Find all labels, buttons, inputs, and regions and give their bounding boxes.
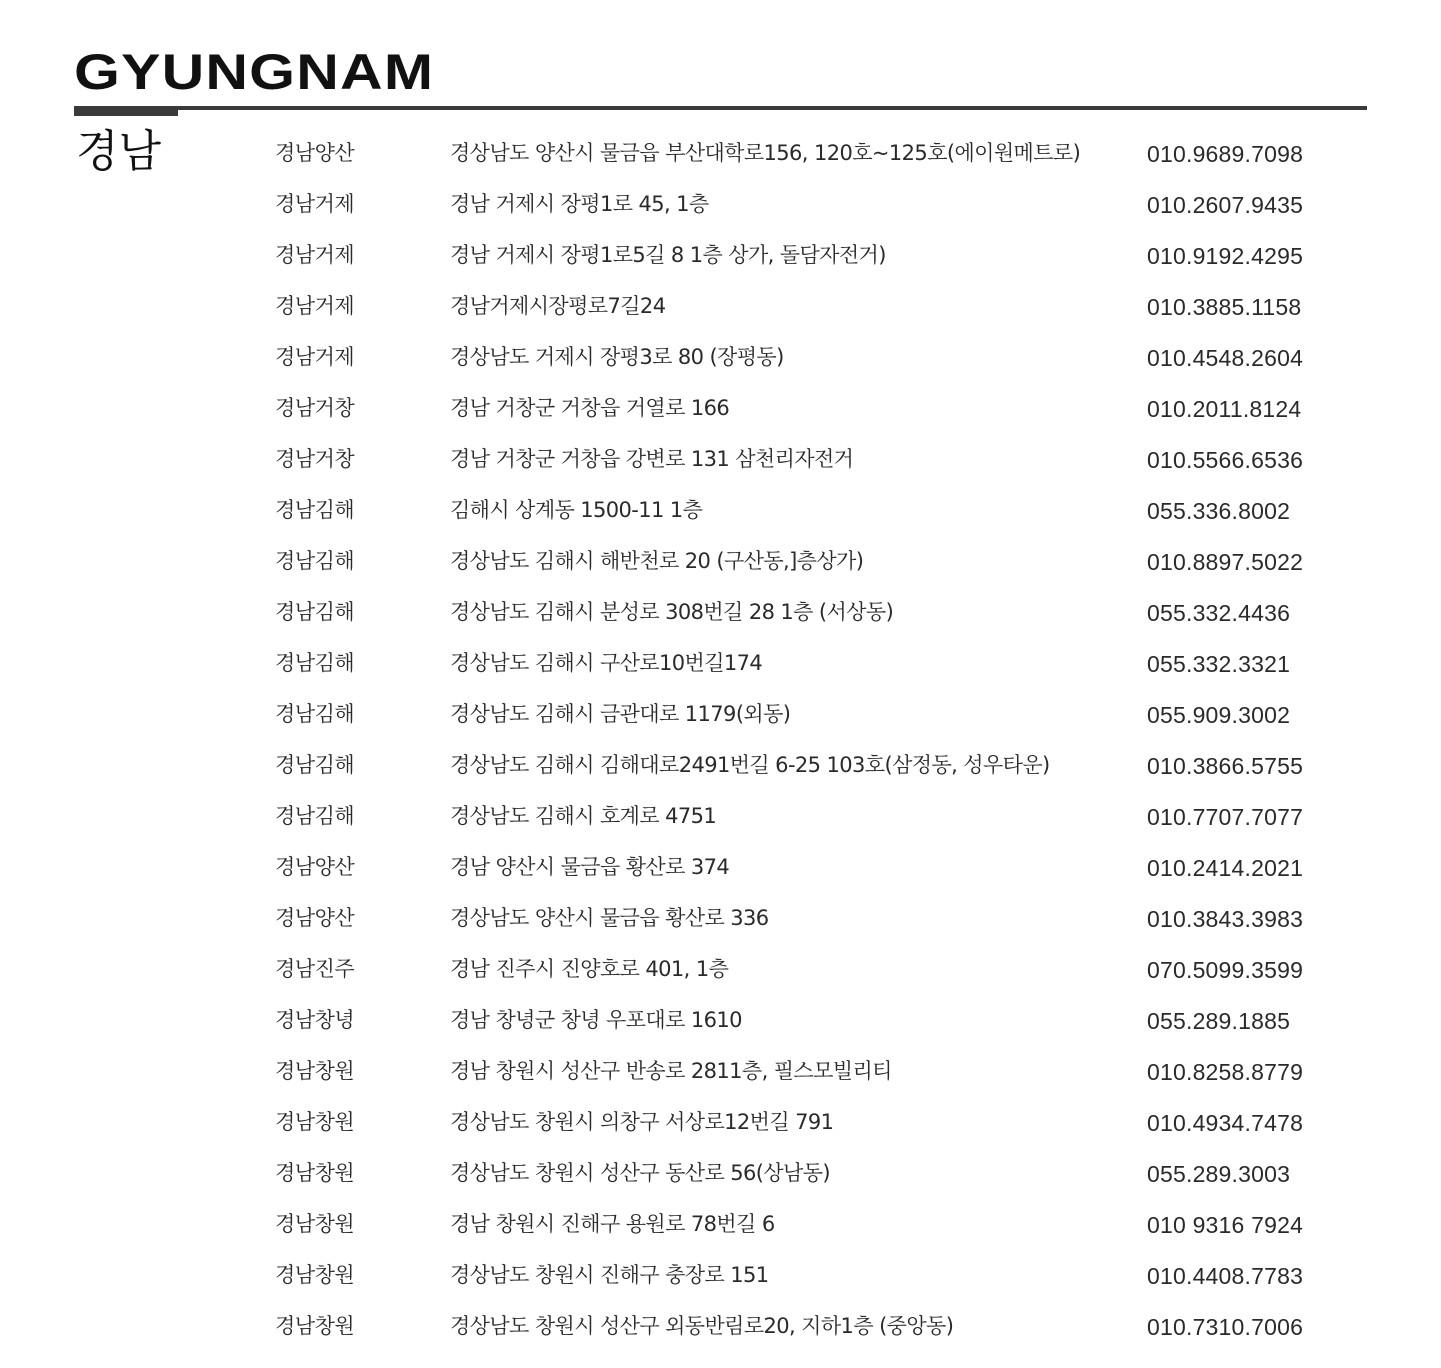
store-phone: 070.5099.3599 [1147,957,1304,983]
store-name: 경남김해 [275,600,355,624]
store-name: 경남거제 [275,192,355,216]
header-divider-accent [74,106,178,116]
store-phone: 010.5566.6536 [1147,447,1304,473]
store-name: 경남창원 [275,1314,355,1338]
store-address: 경남 창원시 성산구 반송로 2811층, 필스모빌리티 [450,1059,892,1083]
region-label: 경남 [76,126,162,177]
store-name: 경남김해 [275,498,355,522]
store-name: 경남거제 [275,345,355,369]
header-divider [74,106,1367,110]
list-item [0,383,1441,434]
store-address: 김해시 상계동 1500-11 1층 [450,498,703,522]
store-address: 경상남도 김해시 금관대로 1179(외동) [450,702,791,726]
store-name: 경남창원 [275,1263,355,1287]
store-address: 경남거제시장평로7길24 [450,294,666,318]
store-phone: 010.2414.2021 [1147,855,1304,881]
store-name: 경남창원 [275,1212,355,1236]
store-name: 경남양산 [275,141,355,165]
list-item [0,1199,1441,1250]
store-address: 경남 양산시 물금읍 황산로 374 [450,855,730,879]
store-address: 경남 거창군 거창읍 강변로 131 삼천리자전거 [450,447,854,471]
store-phone: 010.3843.3983 [1147,906,1304,932]
store-name: 경남창원 [275,1110,355,1134]
store-phone: 010.4548.2604 [1147,345,1304,371]
store-phone: 055.332.4436 [1147,600,1291,626]
store-address: 경남 거제시 장평1로 45, 1층 [450,192,709,216]
list-item [0,791,1441,842]
store-phone: 055.332.3321 [1147,651,1291,677]
store-name: 경남창원 [275,1161,355,1185]
list-item [0,434,1441,485]
list-item [0,1046,1441,1097]
store-address: 경남 창원시 진해구 용원로 78번길 6 [450,1212,775,1236]
list-item [0,689,1441,740]
store-name: 경남김해 [275,804,355,828]
list-item [0,128,1441,179]
store-address: 경상남도 양산시 물금읍 황산로 336 [450,906,769,930]
store-address: 경상남도 김해시 구산로10번길174 [450,651,763,675]
list-item [0,179,1441,230]
store-phone: 010.8897.5022 [1147,549,1304,575]
list-item [0,587,1441,638]
store-name: 경남김해 [275,753,355,777]
store-phone: 010.4408.7783 [1147,1263,1304,1289]
store-phone: 010.2607.9435 [1147,192,1304,218]
store-name: 경남김해 [275,549,355,573]
store-address: 경상남도 창원시 진해구 충장로 151 [450,1263,769,1287]
store-address: 경남 창녕군 창녕 우포대로 1610 [450,1008,742,1032]
store-address: 경상남도 김해시 호계로 4751 [450,804,717,828]
store-name: 경남거창 [275,396,355,420]
list-item [0,230,1441,281]
store-phone: 010.3885.1158 [1147,294,1302,320]
store-address: 경남 진주시 진양호로 401, 1층 [450,957,729,981]
store-address: 경상남도 김해시 김해대로2491번길 6-25 103호(삼정동, 성우타운) [450,753,1050,777]
list-item [0,281,1441,332]
store-address: 경상남도 창원시 성산구 동산로 56(상남동) [450,1161,830,1185]
store-phone: 010.9192.4295 [1147,243,1304,269]
list-item [0,893,1441,944]
list-item [0,1250,1441,1301]
store-phone: 010.7310.7006 [1147,1314,1304,1340]
store-address: 경상남도 창원시 의창구 서상로12번길 791 [450,1110,834,1134]
store-name: 경남거제 [275,243,355,267]
store-name: 경남김해 [275,651,355,675]
store-name: 경남진주 [275,957,355,981]
store-address: 경상남도 양산시 물금읍 부산대학로156, 120호~125호(에이원메트로) [450,141,1081,165]
store-phone: 010 9316 7924 [1147,1212,1304,1238]
store-address: 경상남도 김해시 분성로 308번길 28 1층 (서상동) [450,600,894,624]
store-phone: 010.2011.8124 [1147,396,1302,422]
list-item [0,995,1441,1046]
store-name: 경남거제 [275,294,355,318]
list-item [0,944,1441,995]
store-phone: 055.909.3002 [1147,702,1291,728]
store-list [0,128,1441,1352]
store-address: 경상남도 김해시 해반천로 20 (구산동,]층상가) [450,549,864,573]
list-item [0,842,1441,893]
store-address: 경상남도 거제시 장평3로 80 (장평동) [450,345,784,369]
list-item [0,1301,1441,1352]
store-phone: 055.336.8002 [1147,498,1291,524]
store-name: 경남양산 [275,906,355,930]
store-phone: 010.3866.5755 [1147,753,1304,779]
list-item [0,638,1441,689]
store-address: 경상남도 창원시 성산구 외동반림로20, 지하1층 (중앙동) [450,1314,954,1338]
list-item [0,740,1441,791]
list-item [0,1097,1441,1148]
store-address: 경남 거제시 장평1로5길 8 1층 상가, 돌담자전거) [450,243,886,267]
store-name: 경남창녕 [275,1008,355,1032]
store-name: 경남양산 [275,855,355,879]
list-item [0,536,1441,587]
list-item [0,332,1441,383]
list-item [0,1148,1441,1199]
store-name: 경남창원 [275,1059,355,1083]
store-phone: 055.289.3003 [1147,1161,1291,1187]
store-address: 경남 거창군 거창읍 거열로 166 [450,396,730,420]
page-title: GYUNGNAM [74,44,435,100]
store-phone: 010.8258.8779 [1147,1059,1304,1085]
store-name: 경남거창 [275,447,355,471]
store-phone: 010.9689.7098 [1147,141,1304,167]
store-phone: 010.7707.7077 [1147,804,1304,830]
store-phone: 055.289.1885 [1147,1008,1291,1034]
store-name: 경남김해 [275,702,355,726]
list-item [0,485,1441,536]
store-phone: 010.4934.7478 [1147,1110,1304,1136]
